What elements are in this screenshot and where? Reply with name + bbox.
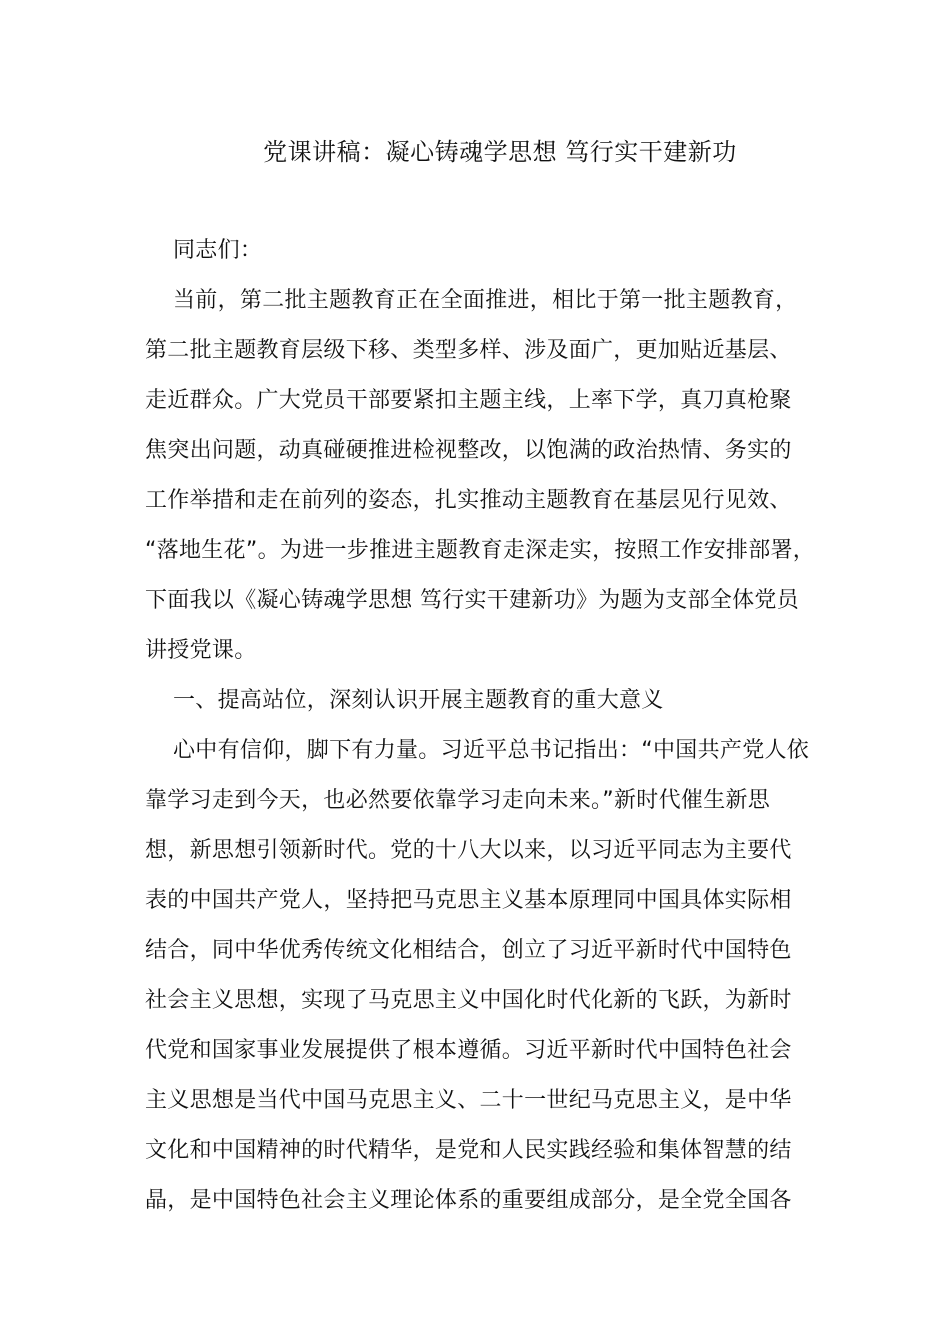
document-title: 党课讲稿：凝心铸魂学思想 笃行实干建新功	[263, 138, 737, 166]
text-line: 靠学习走到今天，也必然要依靠学习走向未来。”新时代催生新思	[145, 788, 771, 813]
text-line: 下面我以《凝心铸魂学思想 笃行实干建新功》为题为支部全体党员	[145, 588, 799, 613]
section-heading: 一、提高站位，深刻认识开展主题教育的重大意义	[173, 688, 664, 713]
text-line: 表的中国共产党人，坚持把马克思主义基本原理同中国具体实际相	[145, 888, 792, 913]
text-line: 代党和国家事业发展提供了根本遵循。习近平新时代中国特色社会	[145, 1038, 792, 1063]
text-line: 同志们：	[173, 238, 263, 263]
text-line: 焦突出问题，动真碰硬推进检视整改，以饱满的政治热情、务实的	[145, 438, 792, 463]
text-line: 主义思想是当代中国马克思主义、二十一世纪马克思主义，是中华	[145, 1088, 792, 1113]
text-line: 结合，同中华优秀传统文化相结合，创立了习近平新时代中国特色	[145, 938, 792, 963]
text-line: 文化和中国精神的时代精华，是党和人民实践经验和集体智慧的结	[145, 1138, 792, 1163]
text-line: 想，新思想引领新时代。党的十八大以来，以习近平同志为主要代	[145, 838, 792, 863]
text-line: 第二批主题教育层级下移、类型多样、涉及面广，更加贴近基层、	[145, 338, 792, 363]
text-line: “落地生花”。为进一步推进主题教育走深走实，按照工作安排部署，	[145, 538, 816, 563]
text-line: 晶，是中国特色社会主义理论体系的重要组成部分，是全党全国各	[145, 1188, 792, 1213]
text-line: 心中有信仰，脚下有力量。习近平总书记指出：“中国共产党人依	[173, 738, 810, 763]
text-line: 社会主义思想，实现了马克思主义中国化时代化新的飞跃，为新时	[145, 988, 792, 1013]
text-line: 当前，第二批主题教育正在全面推进，相比于第一批主题教育，	[173, 288, 798, 313]
document-body	[145, 226, 816, 1226]
text-line: 走近群众。广大党员干部要紧扣主题主线，上率下学，真刀真枪聚	[145, 388, 792, 413]
text-line: 讲授党课。	[145, 638, 257, 663]
text-line: 工作举措和走在前列的姿态，扎实推动主题教育在基层见行见效、	[145, 488, 792, 513]
